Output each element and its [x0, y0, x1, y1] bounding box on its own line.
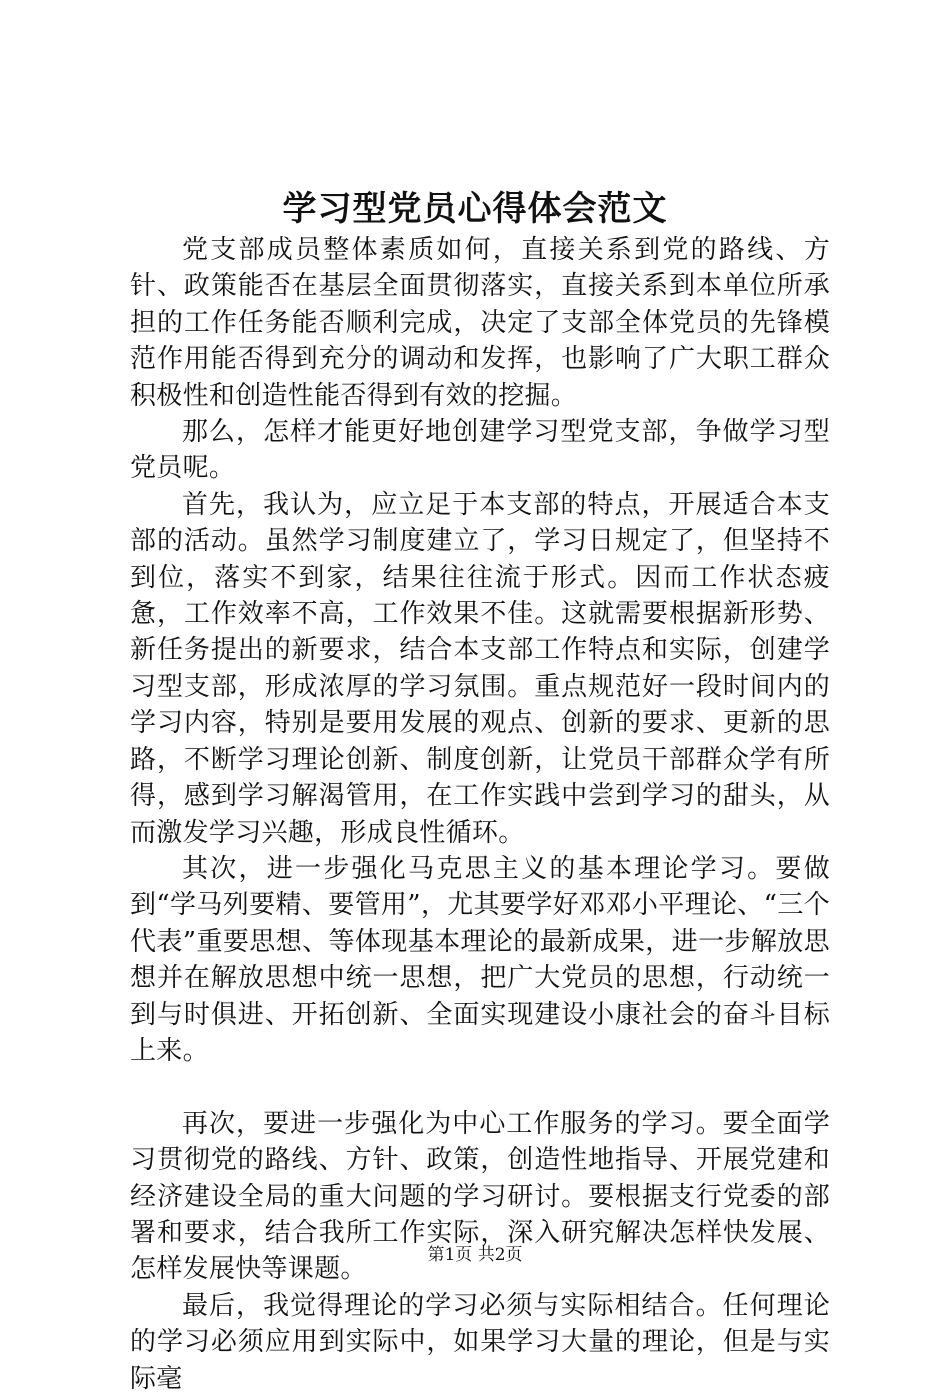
paragraph-third: 再次，要进一步强化为中心工作服务的学习。要全面学习贯彻党的路线、方针、政策，创造性地指导、开展党建和经济建设全局的重大问题的学习研讨。要根据支行党委的部署和要求，结合我所工作实际，深入研究解决怎样快发展、怎样发展快等课题。 [130, 1108, 830, 1285]
page-footer: 第1页 共2页 [427, 1245, 523, 1265]
paragraph-intro: 党支部成员整体素质如何，直接关系到党的路线、方针、政策能否在基层全面贯彻落实，直接关系到本单位所承担的工作任务能否顺利完成，决定了支部全体党员的先锋模范作用能否得到充分的调动和发挥，也影响了广大职工群众积极性和创造性能否得到有效的挖掘。 [130, 235, 830, 411]
paragraph-question: 那么，怎样才能更好地创建学习型党支部，争做学习型党员呢。 [130, 417, 830, 484]
paragraph-last: 最后，我觉得理论的学习必须与实际相结合。任何理论的学习必须应用到实际中，如果学习大量的理论，但是与实际毫 [130, 1290, 830, 1394]
paragraph-first: 首先，我认为，应立足于本支部的特点，开展适合本支部的活动。虽然学习制度建立了，学习日规定了，但坚持不到位，落实不到家，结果往往流于形式。因而工作状态疲惫，工作效率不高，工作效果不佳。这就需要根据新形势、新任务提出的新要求，结合本支部工作特点和实际，创建学习型支部，形成浓厚的学习氛围。重点规范好一段时间内的学习内容，特别是要用发展的观点、创新的要求、更新的思路，不断学习理论创新、制度创新，让党员干部群众学有所得，感到学习解渴管用，在工作实践中尝到学习的甜头，从而激发学习兴趣，形成良性循环。 [130, 489, 830, 848]
paragraph-second: 其次，进一步强化马克思主义的基本理论学习。要做到“学马列要精、要管用”，尤其要学好邓邓小平理论、“三个代表”重要思想、等体现基本理论的最新成果，进一步解放思想并在解放思想中统一思想，把广大党员的思想，行动统一到与时俱进、开拓创新、全面实现建设小康社会的奋斗目标上来。 [130, 853, 830, 1066]
document-body [130, 232, 830, 1397]
document-title: 学习型党员心得体会范文 [282, 189, 668, 229]
